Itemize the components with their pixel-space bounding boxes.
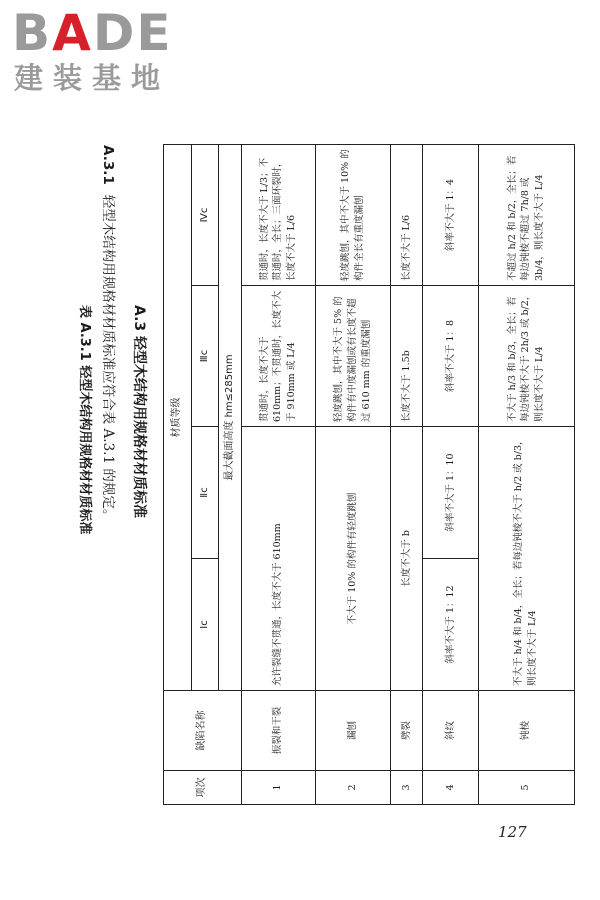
row-3-grade-1-2: 长度不大于 b xyxy=(391,427,423,691)
logo-subtitle: 建装基地 xyxy=(14,61,171,95)
row-4-name: 斜纹 xyxy=(423,691,478,771)
clause-text xyxy=(100,145,120,785)
material-standard-table xyxy=(163,144,575,805)
row-2-grade-4: 轻度跳刨，其中不大于 10% 的构件全长有重度漏刨 xyxy=(315,145,391,286)
row-1-grade-4: 贯通时，长度不大于 L/3；不贯通时，全长；三面环裂时，长度不大于 L/6 xyxy=(242,145,315,286)
table-wrapper xyxy=(163,145,575,805)
section-title: A.3 轻型木结构用规格材材质标准 xyxy=(131,305,147,519)
header-section-height: 最大截面高度 hm≤285mm xyxy=(219,145,242,691)
row-1-grade-1-2: 允许裂缝不贯通，长度不大于 610mm xyxy=(242,427,315,691)
header-grade-4: Ⅳc xyxy=(191,145,219,286)
table-row xyxy=(242,145,315,805)
row-3-grade-4: 长度不大于 L/6 xyxy=(391,145,423,286)
header-grade-2: Ⅱc xyxy=(191,427,219,559)
row-1-no: 1 xyxy=(242,771,315,805)
table-row xyxy=(478,145,574,805)
row-5-no: 5 xyxy=(478,771,574,805)
row-5-name: 钝棱 xyxy=(478,691,574,771)
logo-brand-text: BADE xyxy=(12,4,173,62)
row-2-grade-1-2: 不大于 10% 的构件有轻度跳刨 xyxy=(315,427,391,691)
row-1-name: 振裂和干裂 xyxy=(242,691,315,771)
row-2-no: 2 xyxy=(315,771,391,805)
header-grade-1: Ⅰc xyxy=(191,559,219,691)
page-number: 127 xyxy=(498,823,527,841)
row-3-name: 劈裂 xyxy=(391,691,423,771)
row-2-grade-3: 轻度跳刨，其中不大于 5% 的构件有中度漏刨或有长度不超过 610 mm 的重度漏刨 xyxy=(315,286,391,427)
row-4-grade-1: 斜率不大于 1：12 xyxy=(423,559,478,691)
table-title: 表 A.3.1 轻型木结构用规格材材质标准 xyxy=(77,305,92,535)
table-row xyxy=(391,145,423,805)
row-3-grade-3: 长度不大于 1.5b xyxy=(391,286,423,427)
clause-number: A.3.1 xyxy=(100,145,116,185)
row-2-name: 漏刨 xyxy=(315,691,391,771)
row-4-no: 4 xyxy=(423,771,478,805)
table-row xyxy=(315,145,391,805)
row-3-no: 3 xyxy=(391,771,423,805)
row-1-grade-3: 贯通时，长度不大于 610mm；不贯通时，长度不大于 910mm 或 L/4 xyxy=(242,286,315,427)
header-defect-name: 缺陷名称 xyxy=(164,691,242,771)
header-grade-group: 材质等级 xyxy=(164,145,192,691)
row-4-grade-2: 斜率不大于 1：10 xyxy=(423,427,478,559)
clause-body: 轻型木结构用规格材材质标准应符合表 A.3.1 的规定。 xyxy=(100,194,116,523)
row-4-grade-3: 斜率不大于 1：8 xyxy=(423,286,478,427)
row-5-grade-1-2: 不大于 h/4 和 b/4，全长；若每边钝棱不大于 h/2 或 b/3，则长度不大于 L/4 xyxy=(478,427,574,691)
row-5-grade-4: 不超过 h/2 和 b/2，全长；若每边钝棱不超过 7h/8 或 3b/4，则长度不大于 L/4 xyxy=(478,145,574,286)
table-row xyxy=(423,145,478,805)
header-item-no: 项次 xyxy=(164,771,242,805)
row-5-grade-3: 不大于 h/3 和 b/3，全长；若每边钝棱不大于 2h/3 或 b/2，则长度不大于 L/4 xyxy=(478,286,574,427)
rotated-page xyxy=(0,85,590,805)
logo-brand xyxy=(12,6,173,60)
header-grade-3: Ⅲc xyxy=(191,286,219,427)
row-4-grade-4: 斜率不大于 1：4 xyxy=(423,145,478,286)
